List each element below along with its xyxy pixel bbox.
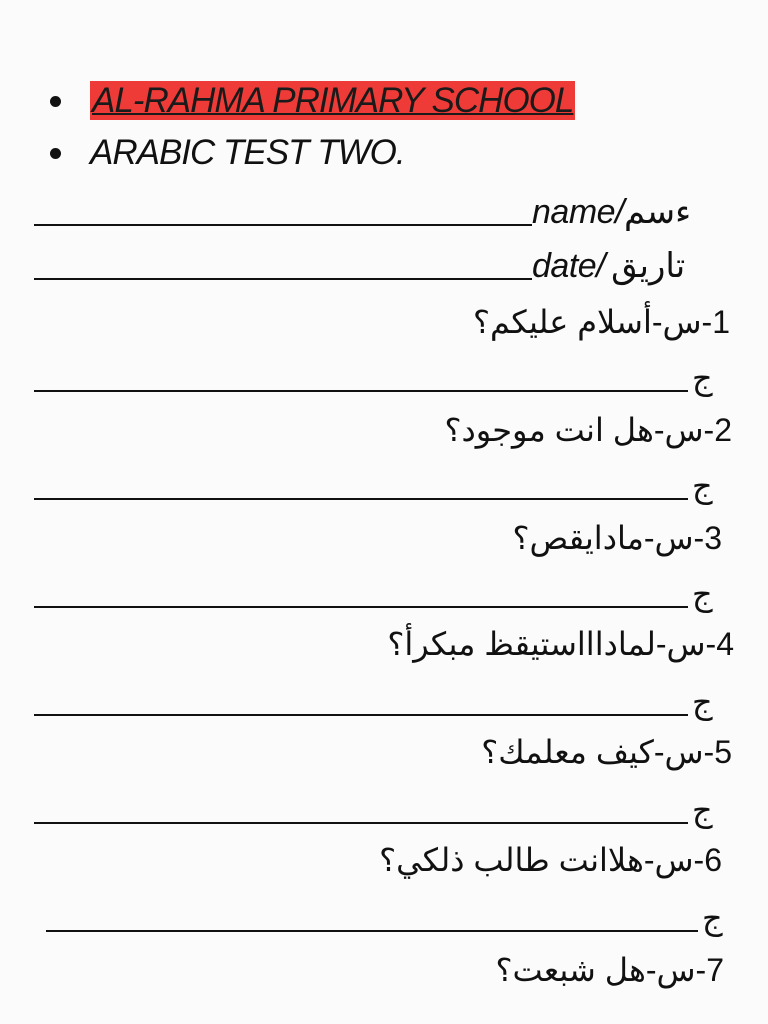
bullet-icon xyxy=(50,148,61,159)
date-answer-line[interactable] xyxy=(34,278,532,280)
school-name-item xyxy=(48,76,575,128)
header-list xyxy=(48,76,575,180)
answer-line-3[interactable] xyxy=(34,606,688,608)
name-arabic-label: ءسم xyxy=(624,192,692,232)
answer-marker: ج xyxy=(692,683,713,721)
answer-row-6 xyxy=(46,892,746,944)
date-arabic-label: تاريق xyxy=(611,246,686,286)
answer-row-4 xyxy=(34,676,734,728)
bullet-icon xyxy=(50,96,61,107)
answer-row-2 xyxy=(34,460,734,512)
name-answer-line[interactable] xyxy=(34,224,532,226)
answer-marker: ج xyxy=(692,467,713,505)
answer-line-6[interactable] xyxy=(46,930,698,932)
question-6: 6-س-هلاانت طالب ذلكي؟ xyxy=(379,842,722,878)
question-7: 7-س-هل شبعت؟ xyxy=(495,952,724,988)
answer-row-5 xyxy=(34,784,734,836)
question-3: 3-س-مادايقص؟ xyxy=(512,520,722,556)
name-field-row xyxy=(34,186,734,238)
answer-line-1[interactable] xyxy=(34,390,688,392)
answer-row-3 xyxy=(34,568,734,620)
answer-marker: ج xyxy=(692,575,713,613)
answer-marker: ج xyxy=(702,899,723,937)
answer-marker: ج xyxy=(692,359,713,397)
answer-marker: ج xyxy=(692,791,713,829)
question-2: 2-س-هل انت موجود؟ xyxy=(444,412,732,448)
question-1: 1-س-أسلام عليكم؟ xyxy=(473,304,730,340)
answer-line-4[interactable] xyxy=(34,714,688,716)
answer-line-5[interactable] xyxy=(34,822,688,824)
name-label: name/ xyxy=(532,193,624,231)
answer-line-2[interactable] xyxy=(34,498,688,500)
date-label: date/ xyxy=(532,247,606,285)
question-5: 5-س-كيف معلمك؟ xyxy=(481,734,732,770)
question-4: 4-س-لماداااستيقظ مبكرأ؟ xyxy=(387,626,734,662)
test-title-item xyxy=(48,128,575,180)
test-title: ARABIC TEST TWO. xyxy=(90,133,405,172)
date-field-row xyxy=(34,240,734,292)
answer-row-1 xyxy=(34,352,734,404)
school-name: AL-RAHMA PRIMARY SCHOOL xyxy=(92,81,574,120)
